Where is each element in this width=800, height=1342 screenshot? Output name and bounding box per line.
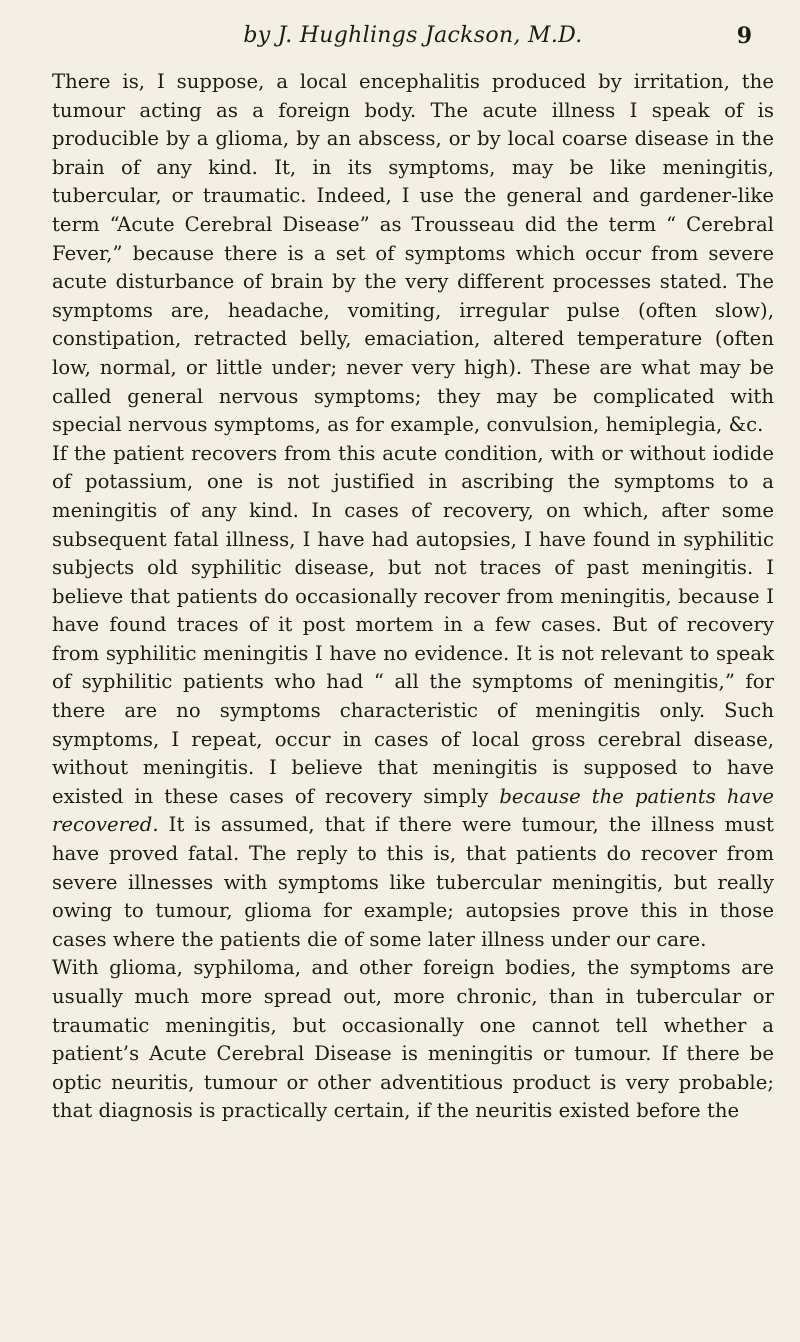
paragraph-recovery: [52, 440, 774, 955]
paragraph-recovery-text-before: If the patient recovers from this acute condition, with or without iodide of potassium, one is not justified in ascribing the symptoms to a meningitis of any kind. In cases of recovery, on which, after some subsequent fatal illness, I have had autopsies, I have found in syphilitic subjects old syphilitic disease, but not traces of past meningitis. I believe that patients do occasionally recover from meningitis, because I have found traces of it post mortem in a few cases. But of recovery from syphilitic meningitis I have no evidence. It is not relevant to speak of syphilitic patients who had “ all the symptoms of meningitis,” for there are no symptoms characteristic of meningitis only. Such symptoms, I repeat, occur in cases of local gross cerebral disease, without meningitis. I believe that meningitis is supposed to have existed in these cases of recovery simply: [52, 441, 774, 808]
running-head: [52, 22, 774, 56]
emphasis-text: because the patients have recovered.: [52, 784, 775, 837]
paragraph-recovery-text-after: It is assumed, that if there were tumour, the illness must have proved fatal. The reply to this is, that patients do recover from severe illnesses with symptoms like tubercular meningitis, but really owing to tumour, glioma for example; autopsies prove this in those cases where the patients die of some later illness under our care.: [52, 813, 774, 951]
paragraph-glioma-syphiloma: With glioma, syphiloma, and other foreign bodies, the symptoms are usually much more spread out, more chronic, than in tubercular or traumatic meningitis, but occasionally one cannot tell whether a patient’s Acute Cerebral Disease is meningitis or tumour. If there be optic neuritis, tumour or other adventitious product is very probable; that diagnosis is practically certain, if the neuritis existed before the: [52, 956, 774, 1123]
paragraph-acute-cerebral-disease: There is, I suppose, a local encephalitis produced by irritation, the tumour acting as a foreign body. The acute illness I speak of is producible by a glioma, by an abscess, or by local coarse disease in the brain of any kind. It, in its symptoms, may be like meningitis, tubercular, or traumatic. Indeed, I use the general and gardener-like term “Acute Cerebral Disease” as Trousseau did the term “ Cerebral Fever,” because there is a set of symptoms which occur from severe acute disturbance of brain by the very different processes stated. The symptoms are, headache, vomiting, irregular pulse (often slow), constipation, retracted belly, emaciation, altered temperature (often low, normal, or little under; never very high). These are what may be called general nervous symptoms; they may be complicated with special nervous symptoms, as for example, convulsion, hemiplegia, &c.: [52, 70, 774, 437]
body-text: [52, 68, 774, 1126]
running-head-title: by J. Hughlings Jackson, M.D.: [243, 23, 583, 48]
page-number: 9: [736, 23, 752, 49]
